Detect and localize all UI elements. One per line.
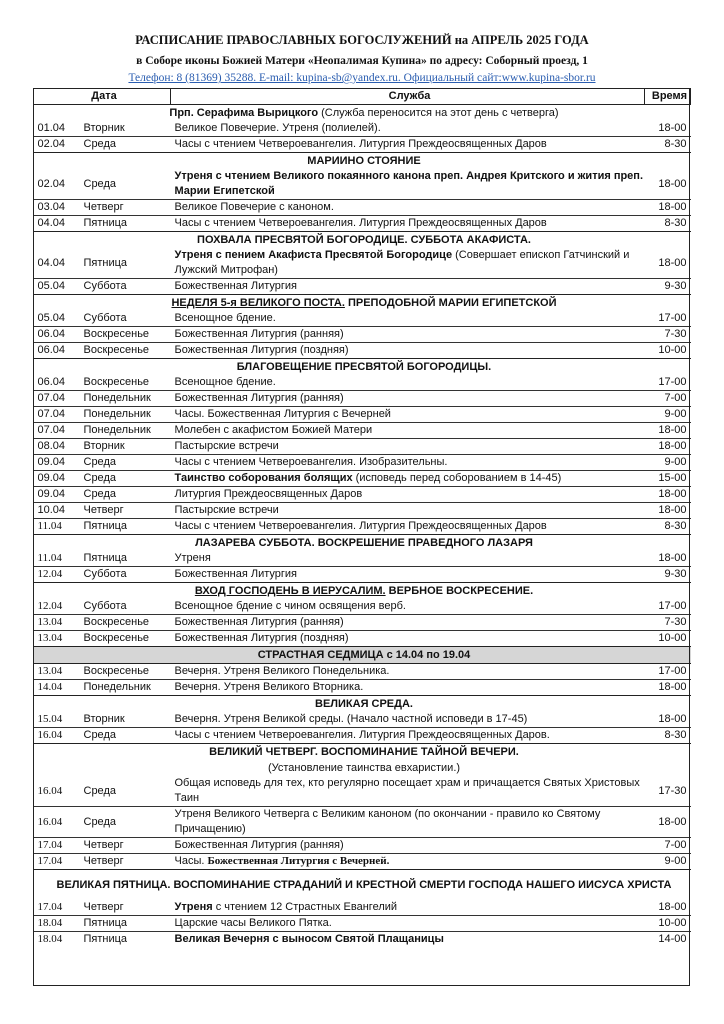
table-row <box>34 854 691 870</box>
cell-time: 18-00 <box>645 121 691 137</box>
cell-service: Всенощное бдение. <box>171 311 645 327</box>
cell-service: Всенощное бдение. <box>171 375 645 391</box>
section-row <box>34 870 691 901</box>
cell-weekday: Воскресенье <box>80 327 171 343</box>
cell-time: 18-00 <box>645 423 691 439</box>
cell-weekday: Понедельник <box>80 423 171 439</box>
cell-time: 18-00 <box>645 551 691 567</box>
text-fragment: НЕДЕЛЯ 5-я ВЕЛИКОГО ПОСТА. <box>171 296 345 309</box>
cell-weekday: Суббота <box>80 311 171 327</box>
text-fragment: ПРЕПОДОБНОЙ МАРИИ ЕГИПЕТСКОЙ <box>344 296 557 309</box>
cell-date: 01.04 <box>34 121 80 137</box>
cell-service <box>171 900 645 916</box>
cell-time: 7-30 <box>645 327 691 343</box>
cell-weekday: Четверг <box>80 838 171 854</box>
cell-weekday: Среда <box>80 776 171 807</box>
section-row <box>34 744 691 761</box>
text-fragment: Божественная Литургия с Вечерней. <box>207 855 390 867</box>
schedule-body <box>34 105 691 948</box>
cell-weekday: Среда <box>80 471 171 487</box>
section-heading <box>34 359 691 376</box>
text-fragment: с чтением 12 Страстных Евангелий <box>212 901 398 913</box>
cell-date: 11.04 <box>34 551 80 567</box>
cell-time: 18-00 <box>645 487 691 503</box>
cell-time: 8-30 <box>664 138 687 150</box>
cell-date: 11.04 <box>37 520 62 532</box>
text-fragment: ПОХВАЛА ПРЕСВЯТОЙ БОГОРОДИЦЕ. СУББОТА АКАФИСТА. <box>197 233 531 246</box>
text-fragment: ЛАЗАРЕВА СУББОТА. ВОСКРЕШЕНИЕ ПРАВЕДНОГО ЛАЗАРЯ <box>195 536 533 549</box>
cell-service: Часы с чтением Четвероевангелия. Литургия Преждеосвященных Даров <box>174 520 547 532</box>
cell-service: Часы с чтением Четвероевангелия. Литургия Преждеосвященных Даров <box>174 217 547 229</box>
table-row <box>34 519 691 535</box>
section-heading <box>34 870 691 901</box>
cell-weekday: Воскресенье <box>83 344 150 356</box>
cell-date: 02.04 <box>34 169 80 200</box>
section-row <box>34 153 691 170</box>
cell-weekday: Пятница <box>80 916 171 932</box>
table-row <box>34 216 691 232</box>
table-row <box>34 471 691 487</box>
table-header <box>34 89 691 105</box>
cell-date: 08.04 <box>34 439 80 455</box>
text-fragment: ВХОД ГОСПОДЕНЬ В ИЕРУСАЛИМ. <box>194 584 386 597</box>
column-header-time: Время <box>645 89 691 105</box>
cell-service: Великое Повечерие. Утреня (полиелей). <box>171 121 645 137</box>
cell-service: Великая Вечерня с выносом Святой Плащаницы <box>174 933 444 945</box>
text-fragment: Утреня <box>174 901 213 913</box>
cell-date: 13.04 <box>34 664 80 680</box>
table-row <box>34 279 691 295</box>
cell-time: 18-00 <box>645 807 691 838</box>
cell-weekday: Суббота <box>80 599 171 615</box>
section-note: (Установление таинства евхаристии.) <box>267 761 461 774</box>
cell-time: 18-00 <box>645 248 691 279</box>
cell-date: 04.04 <box>37 217 66 229</box>
table-row <box>34 169 691 200</box>
text-fragment: (Служба переносится на этот день с четверга) <box>318 106 559 119</box>
cell-date: 15.04 <box>34 712 80 728</box>
cell-time: 8-30 <box>664 217 687 229</box>
text-fragment: ВЕЛИКИЙ ЧЕТВЕРГ. ВОСПОМИНАНИЕ ТАЙНОЙ ВЕЧЕРИ. <box>209 745 519 758</box>
cell-date: 13.04 <box>34 615 80 631</box>
cell-time: 17-00 <box>645 599 691 615</box>
table-row <box>34 248 691 279</box>
cell-weekday: Суббота <box>83 568 127 580</box>
cell-time: 14-00 <box>658 933 687 945</box>
schedule-subtitle: в Соборе иконы Божией Матери «Неопалимая Купина» по адресу: Соборный проезд, 1 <box>136 55 588 67</box>
cell-date: 16.04 <box>34 807 80 838</box>
cell-date: 16.04 <box>37 729 63 741</box>
table-row <box>34 200 691 216</box>
cell-date: 07.04 <box>34 391 80 407</box>
cell-weekday: Среда <box>80 455 171 471</box>
cell-weekday: Вторник <box>80 712 171 728</box>
cell-service: Общая исповедь для тех, кто регулярно посещает храм и причащается Святых Христовых Таин <box>171 776 645 807</box>
cell-service: Царские часы Великого Пятка. <box>171 916 645 932</box>
cell-time: 10-00 <box>658 632 687 644</box>
table-row <box>34 838 691 854</box>
cell-weekday: Среда <box>80 807 171 838</box>
table-row <box>34 137 691 153</box>
text-fragment: ВЕРБНОЕ ВОСКРЕСЕНИЕ. <box>385 584 534 597</box>
section-heading <box>34 647 691 664</box>
cell-time: 18-00 <box>645 200 691 216</box>
cell-weekday: Среда <box>80 169 171 200</box>
cell-service: Божественная Литургия <box>174 280 297 292</box>
cell-weekday: Четверг <box>80 900 171 916</box>
cell-time: 9-00 <box>645 455 691 471</box>
cell-service: Часы с чтением Четвероевангелия. Литургия Преждеосвященных Даров. <box>174 729 550 741</box>
cell-date: 07.04 <box>34 407 80 423</box>
section-heading <box>34 583 691 600</box>
cell-date: 13.04 <box>37 632 63 644</box>
cell-service: Всенощное бдение с чином освящения верб. <box>171 599 645 615</box>
text-fragment: МАРИИНО СТОЯНИЕ <box>307 154 421 167</box>
cell-date: 16.04 <box>34 776 80 807</box>
table-row <box>34 567 691 583</box>
cell-date: 07.04 <box>34 423 80 439</box>
cell-weekday: Понедельник <box>80 407 171 423</box>
cell-time: 18-00 <box>658 681 687 693</box>
table-row <box>34 391 691 407</box>
cell-date: 10.04 <box>34 503 80 519</box>
cell-date: 12.04 <box>34 599 80 615</box>
cell-service: Утреня Великого Четверга с Великим каноном (по окончании - правило ко Святому Причащению) <box>171 807 645 838</box>
text-fragment: ВЕЛИКАЯ ПЯТНИЦА. ВОСПОМИНАНИЕ СТРАДАНИЙ И КРЕСТНОЙ СМЕРТИ ГОСПОДА НАШЕГО ИИСУСА ХРИСТА <box>56 878 672 891</box>
cell-date: 06.04 <box>34 375 80 391</box>
section-row <box>34 232 691 249</box>
section-row <box>34 647 691 664</box>
table-row <box>34 407 691 423</box>
cell-date: 04.04 <box>34 248 80 279</box>
cell-time: 17-00 <box>645 311 691 327</box>
schedule-title: РАСПИСАНИЕ ПРАВОСЛАВНЫХ БОГОСЛУЖЕНИЙ на АПРЕЛЬ 2025 ГОДА <box>135 33 589 47</box>
table-row <box>34 900 691 916</box>
table-row <box>34 728 691 744</box>
cell-service <box>171 854 645 870</box>
section-heading <box>34 153 691 170</box>
cell-date: 09.04 <box>34 487 80 503</box>
section-heading <box>34 744 691 761</box>
cell-weekday: Пятница <box>80 551 171 567</box>
cell-time: 8-30 <box>664 729 687 741</box>
cell-weekday: Вторник <box>80 439 171 455</box>
cell-date: 03.04 <box>34 200 80 216</box>
cell-weekday: Понедельник <box>83 681 151 693</box>
table-row <box>34 712 691 728</box>
cell-service: Божественная Литургия (ранняя) <box>171 615 645 631</box>
cell-date: 02.04 <box>37 138 66 150</box>
table-row <box>34 776 691 807</box>
cell-time: 15-00 <box>645 471 691 487</box>
cell-date: 05.04 <box>37 280 66 292</box>
column-header-service: Служба <box>171 89 645 105</box>
cell-time: 9-30 <box>664 568 687 580</box>
cell-service: Божественная Литургия (поздняя) <box>174 632 349 644</box>
table-row <box>34 343 691 359</box>
cell-weekday: Воскресенье <box>80 375 171 391</box>
cell-service: Часы с чтением Четвероевангелия. Литургия Преждеосвященных Даров <box>174 138 547 150</box>
cell-time: 17-00 <box>645 664 691 680</box>
cell-weekday: Вторник <box>80 121 171 137</box>
cell-weekday: Среда <box>80 487 171 503</box>
section-heading <box>34 105 691 122</box>
cell-time: 17-30 <box>645 776 691 807</box>
cell-weekday: Пятница <box>83 217 128 229</box>
cell-time: 18-00 <box>645 900 691 916</box>
cell-weekday: Четверг <box>83 855 124 867</box>
table-row <box>34 455 691 471</box>
cell-date: 17.04 <box>37 855 63 867</box>
text-fragment: Таинство соборования болящих <box>174 472 353 484</box>
table-row <box>34 375 691 391</box>
cell-date: 12.04 <box>37 568 63 580</box>
table-row <box>34 932 691 948</box>
cell-service: Часы. Божественная Литургия с Вечерней <box>171 407 645 423</box>
cell-service <box>171 248 645 279</box>
cell-date: 09.04 <box>34 471 80 487</box>
section-heading <box>34 295 691 312</box>
table-row <box>34 631 691 647</box>
cell-time: 18-00 <box>645 169 691 200</box>
cell-time: 9-00 <box>664 855 687 867</box>
cell-service: Пастырские встречи <box>171 503 645 519</box>
cell-date: 09.04 <box>34 455 80 471</box>
cell-service: Литургия Преждеосвященных Даров <box>171 487 645 503</box>
cell-time: 10-00 <box>658 344 687 356</box>
cell-time: 10-00 <box>645 916 691 932</box>
text-fragment: (исповедь перед соборованием в 14-45) <box>352 472 562 484</box>
section-note-row <box>34 760 691 776</box>
section-row <box>34 583 691 600</box>
table-row <box>34 807 691 838</box>
cell-service: Божественная Литургия (ранняя) <box>171 838 645 854</box>
cell-weekday: Четверг <box>80 200 171 216</box>
table-row <box>34 599 691 615</box>
cell-service: Утреня <box>171 551 645 567</box>
cell-weekday: Среда <box>83 138 116 150</box>
cell-time: 18-00 <box>645 439 691 455</box>
table-row <box>34 121 691 137</box>
cell-service: Пастырские встречи <box>171 439 645 455</box>
section-row <box>34 105 691 122</box>
cell-weekday: Понедельник <box>80 391 171 407</box>
cell-service: Вечерня. Утреня Великой среды. (Начало частной исповеди в 17-45) <box>171 712 645 728</box>
cell-time: 7-00 <box>645 838 691 854</box>
cell-date: 17.04 <box>34 900 80 916</box>
column-header-date: Дата <box>34 89 171 105</box>
table-row <box>34 664 691 680</box>
table-row <box>34 311 691 327</box>
cell-service: Божественная Литургия (ранняя) <box>171 391 645 407</box>
cell-service: Вечерня. Утреня Великого Вторника. <box>174 681 364 693</box>
cell-date: 14.04 <box>37 681 63 693</box>
cell-weekday: Воскресенье <box>80 664 171 680</box>
section-heading <box>34 535 691 552</box>
cell-weekday: Пятница <box>83 520 128 532</box>
section-row <box>34 359 691 376</box>
text-fragment: (Совершает епископ Гатчинский и Лужский Митрофан) <box>174 249 630 276</box>
cell-service: Божественная Литургия (ранняя) <box>171 327 645 343</box>
cell-time: 18-00 <box>645 712 691 728</box>
cell-time: 7-00 <box>645 391 691 407</box>
cell-service: Божественная Литургия <box>174 568 297 580</box>
cell-weekday: Воскресенье <box>80 615 171 631</box>
section-row <box>34 535 691 552</box>
cell-time: 18-00 <box>645 503 691 519</box>
text-fragment: БЛАГОВЕЩЕНИЕ ПРЕСВЯТОЙ БОГОРОДИЦЫ. <box>236 360 492 373</box>
cell-time: 17-00 <box>645 375 691 391</box>
cell-time: 7-30 <box>645 615 691 631</box>
section-row <box>34 295 691 312</box>
schedule-table <box>33 88 691 947</box>
section-row <box>34 696 691 713</box>
cell-service: Вечерня. Утреня Великого Понедельника. <box>171 664 645 680</box>
cell-date: 06.04 <box>37 344 66 356</box>
table-row <box>34 503 691 519</box>
cell-date: 17.04 <box>34 838 80 854</box>
table-row <box>34 439 691 455</box>
section-heading <box>34 696 691 713</box>
cell-service: Молебен с акафистом Божией Матери <box>171 423 645 439</box>
table-row <box>34 327 691 343</box>
cell-service <box>171 471 645 487</box>
cell-service: Божественная Литургия (поздняя) <box>174 344 349 356</box>
cell-service: Часы с чтением Четвероевангелия. Изобразительны. <box>171 455 645 471</box>
cell-weekday: Воскресенье <box>83 632 150 644</box>
table-row <box>34 680 691 696</box>
cell-weekday: Пятница <box>83 933 128 945</box>
cell-service: Утреня с чтением Великого покаянного канона преп. Андрея Критского и жития преп. Марии Египетской <box>171 169 645 200</box>
cell-time: 9-30 <box>664 280 687 292</box>
table-row <box>34 487 691 503</box>
cell-weekday: Пятница <box>80 248 171 279</box>
text-fragment: Часы. <box>174 855 208 867</box>
cell-date: 18.04 <box>34 916 80 932</box>
cell-time: 9-00 <box>645 407 691 423</box>
contacts-line[interactable]: Телефон: 8 (81369) 35288. E-mail: kupina-sb@yandex.ru. Официальный сайт:www.kupina-sbor.ru <box>128 72 596 84</box>
table-row <box>34 916 691 932</box>
text-fragment: ВЕЛИКАЯ СРЕДА. <box>315 697 413 710</box>
section-heading <box>34 232 691 249</box>
cell-date: 06.04 <box>34 327 80 343</box>
table-row <box>34 423 691 439</box>
cell-weekday: Среда <box>83 729 116 741</box>
cell-service: Великое Повечерие с каноном. <box>171 200 645 216</box>
table-row <box>34 551 691 567</box>
cell-date: 05.04 <box>34 311 80 327</box>
cell-date: 18.04 <box>37 933 63 945</box>
text-fragment: Прп. Серафима Вырицкого <box>169 106 319 119</box>
table-row <box>34 615 691 631</box>
text-fragment: СТРАСТНАЯ СЕДМИЦА с 14.04 по 19.04 <box>257 648 471 661</box>
cell-weekday: Суббота <box>83 280 127 292</box>
cell-time: 8-30 <box>664 520 687 532</box>
text-fragment: Утреня с пением Акафиста Пресвятой Богородице <box>174 249 453 261</box>
cell-weekday: Четверг <box>80 503 171 519</box>
